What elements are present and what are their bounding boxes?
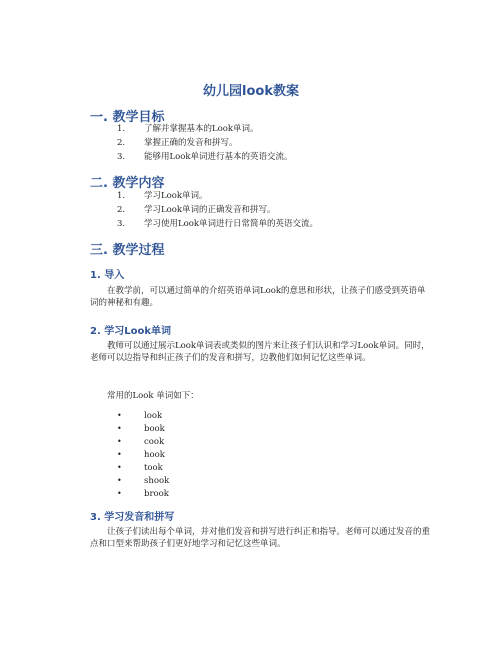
list-text: 学习使用Look单词进行日常简单的英语交流。 (144, 219, 319, 229)
bullet-item (117, 436, 164, 448)
bullet-dot-icon: • (117, 424, 122, 433)
list-item (117, 124, 259, 135)
bullet-text: shook (144, 476, 170, 486)
paragraph-text: 教师可以通过展示Look单词表或类似的图片来让孩子们认识和学习Look单词。同时，老师可以边指导和纠正孩子们的发音和拼写，边教他们如何记忆这些单词。 (90, 341, 430, 363)
paragraph (90, 340, 430, 364)
paragraph (90, 526, 430, 550)
bullet-text: took (144, 463, 163, 473)
paragraph (90, 285, 430, 309)
bullet-item (117, 462, 163, 474)
subheading-intro: 1. 导入 (90, 270, 125, 281)
heading-teaching-goals: 一. 教学目标 (90, 110, 165, 125)
bullet-item (117, 488, 169, 500)
list-item (117, 205, 276, 216)
bullet-item (117, 449, 165, 461)
list-item (117, 138, 238, 149)
subheading-learn-words: 2. 学习Look单词 (90, 326, 172, 337)
list-text: 了解并掌握基本的Look单词。 (144, 124, 259, 134)
paragraph-text: 常用的Look 单词如下： (107, 391, 199, 401)
bullet-text: book (144, 424, 165, 434)
subheading-pronunciation: 3. 学习发音和拼写 (90, 512, 175, 523)
bullet-dot-icon: • (117, 437, 122, 446)
list-text: 学习Look单词。 (144, 191, 208, 201)
paragraph (90, 390, 430, 402)
bullet-text: hook (144, 450, 165, 460)
bullet-text: brook (144, 489, 169, 499)
list-number: 1. (117, 191, 126, 201)
list-item (117, 191, 208, 202)
bullet-text: look (144, 411, 163, 421)
list-text: 学习Look单词的正确发音和拼写。 (144, 205, 276, 215)
list-number: 2. (117, 205, 126, 215)
bullet-dot-icon: • (117, 476, 122, 485)
paragraph-text: 让孩子们读出每个单词，并对他们发音和拼写进行纠正和指导。老师可以通过发音的重点和口型来帮助孩子们更好地学习和记忆这些单词。 (90, 527, 431, 549)
list-number: 3. (117, 152, 126, 162)
bullet-item (117, 475, 169, 487)
list-text: 掌握正确的发音和拼写。 (144, 138, 238, 148)
list-number: 2. (117, 138, 126, 148)
bullet-dot-icon: • (117, 463, 122, 472)
bullet-dot-icon: • (117, 450, 122, 459)
paragraph-text: 在教学前，可以通过简单的介绍英语单词Look的意思和形状，让孩子们感受到英语单词的神秘和有趣。 (90, 286, 426, 308)
bullet-item (117, 410, 162, 422)
heading-teaching-process: 三. 教学过程 (90, 243, 165, 258)
list-item (117, 152, 293, 163)
bullet-item (117, 423, 165, 435)
list-number: 1. (117, 124, 126, 134)
list-text: 能够用Look单词进行基本的英语交流。 (144, 152, 293, 162)
list-number: 3. (117, 219, 126, 229)
document-title: 幼儿园look教案 (203, 84, 299, 99)
bullet-text: cook (144, 437, 165, 447)
heading-teaching-content: 二. 教学内容 (90, 176, 165, 191)
list-item (117, 219, 318, 230)
bullet-dot-icon: • (117, 411, 122, 420)
bullet-dot-icon: • (117, 489, 122, 498)
